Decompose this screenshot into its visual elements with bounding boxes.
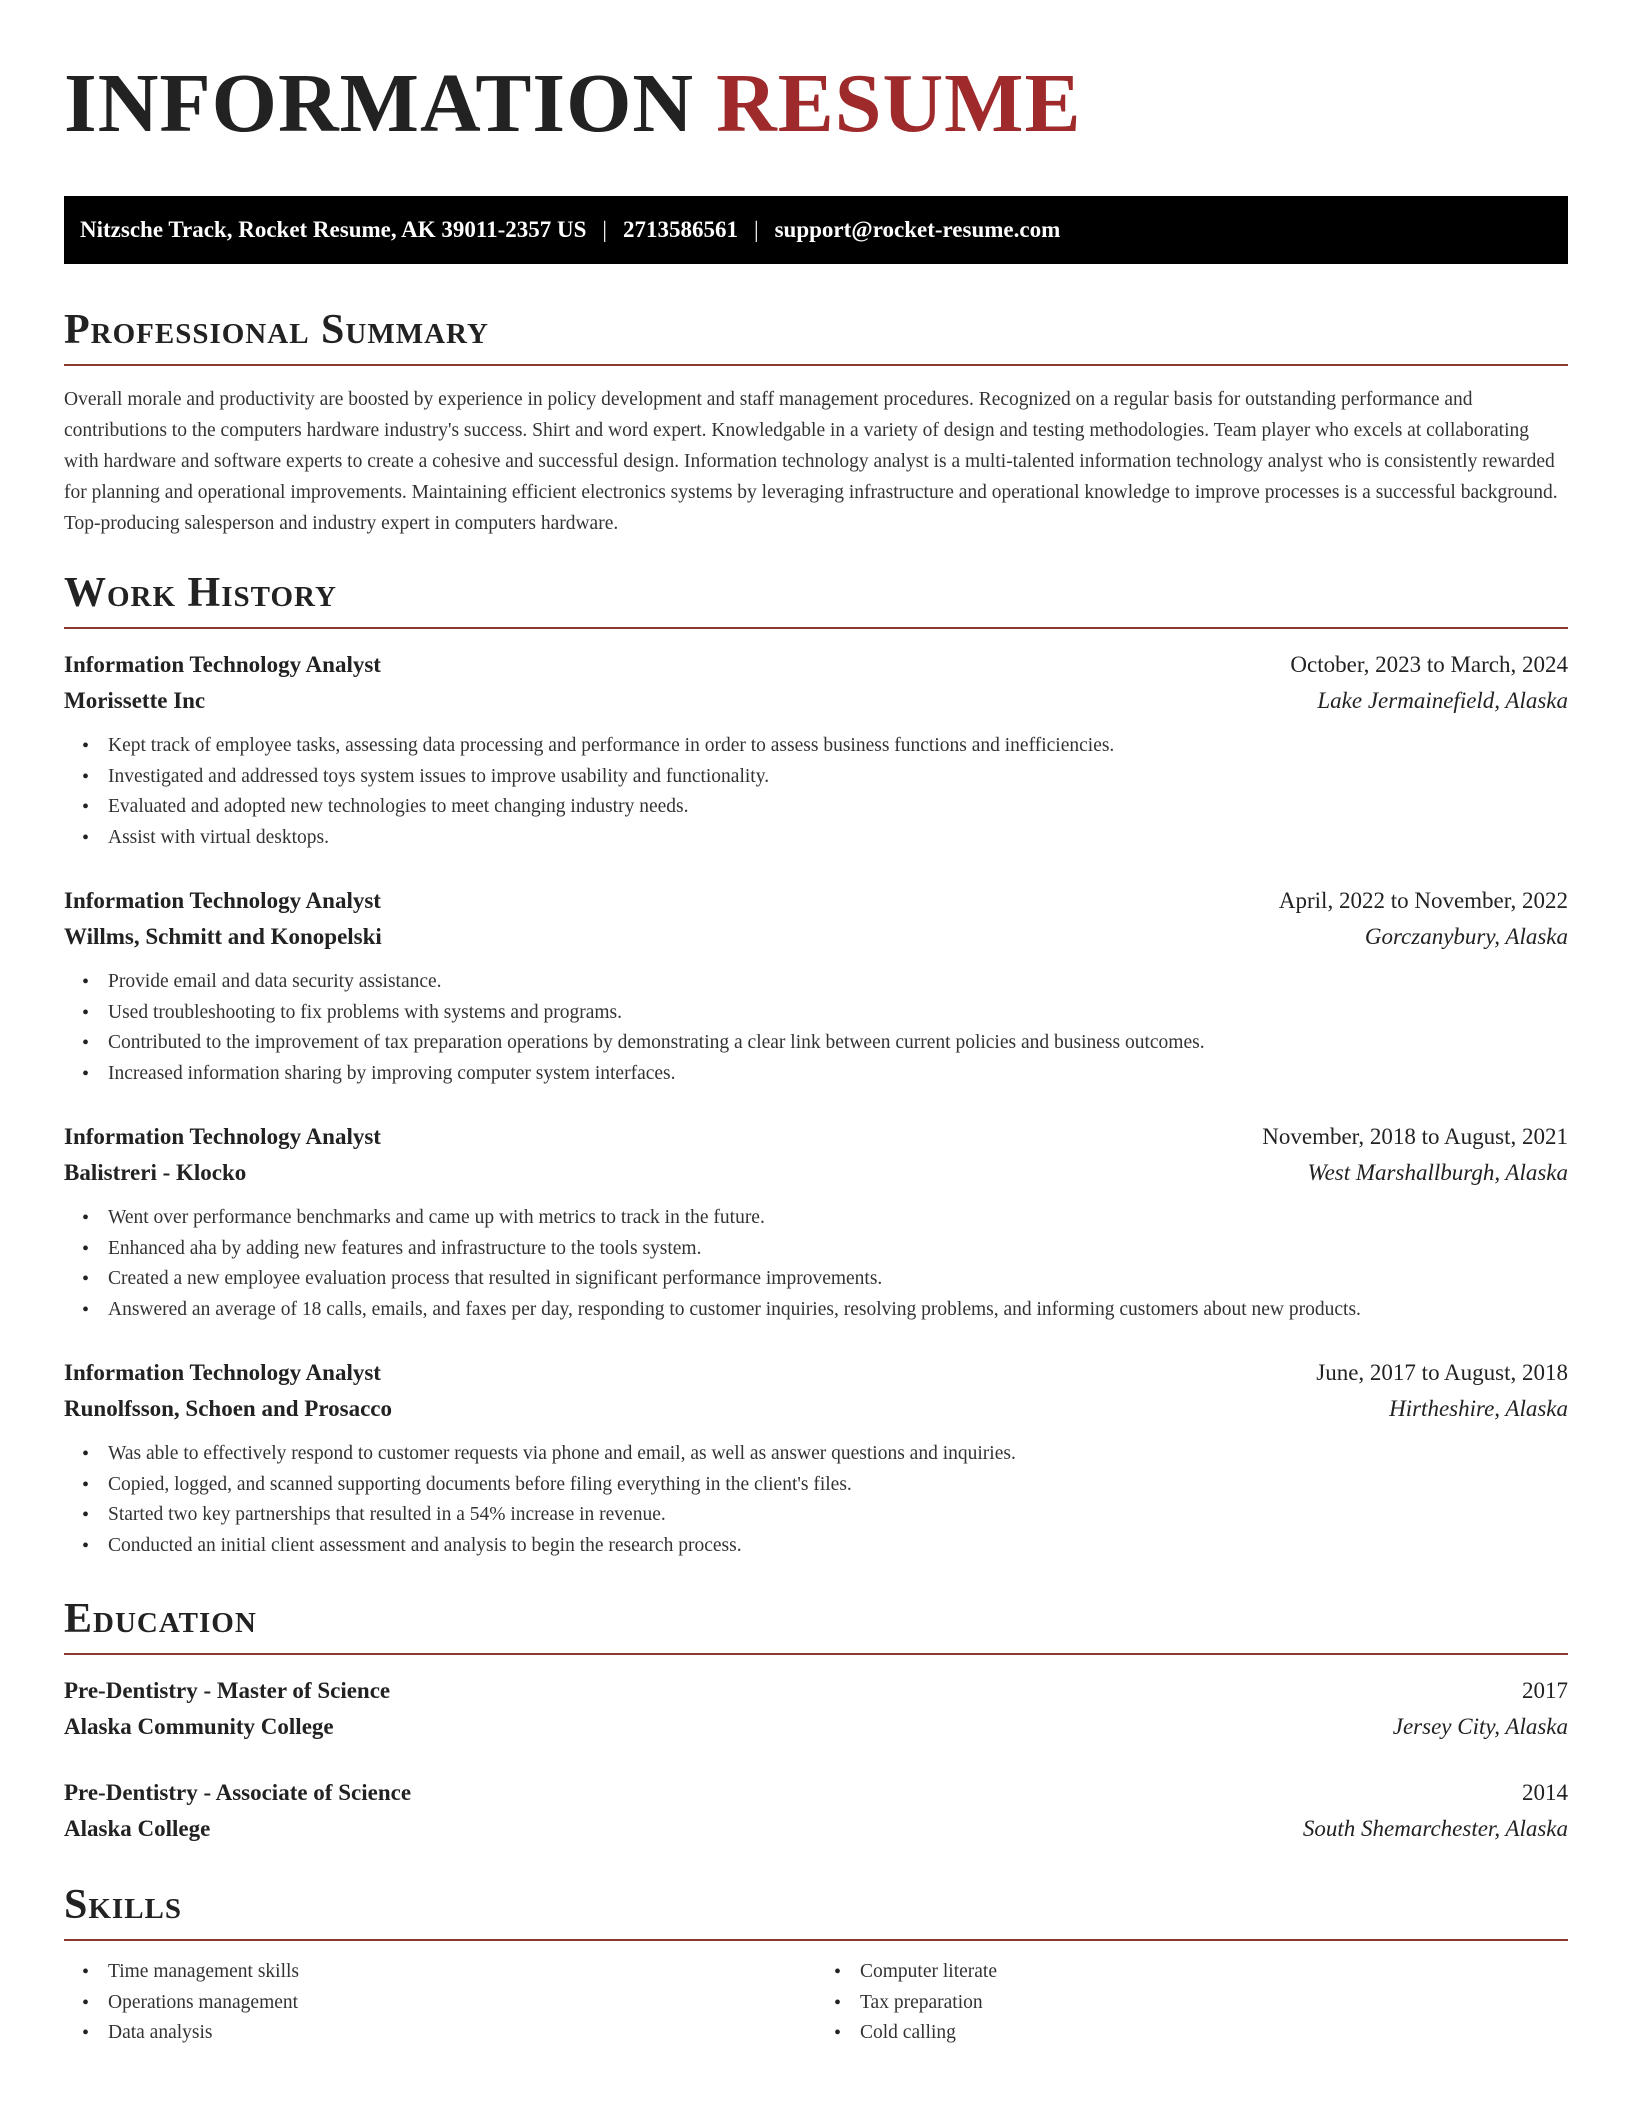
- job-location: West Marshallburgh, Alaska: [1307, 1160, 1568, 1185]
- job-bullets: [64, 967, 1568, 1089]
- first-name: INFORMATION: [64, 57, 695, 150]
- job-bullet: • Evaluated and adopted new technologies to meet changing industry needs.: [64, 792, 1568, 823]
- contact-address: Nitzsche Track, Rocket Resume, AK 39011-2357 US: [80, 217, 587, 242]
- skills-column-right: [816, 1957, 1568, 2049]
- contact-separator: |: [754, 217, 759, 242]
- summary-section: [64, 306, 1568, 539]
- work-history-section: [64, 569, 1568, 1561]
- contact-separator: |: [602, 217, 607, 242]
- job-bullet: • Went over performance benchmarks and came up with metrics to track in the future.: [64, 1203, 1568, 1234]
- skills-column-left: [64, 1957, 816, 2049]
- job-company: Balistreri - Klocko: [64, 1160, 247, 1185]
- education-location: Jersey City, Alaska: [1392, 1714, 1568, 1739]
- education-school: Alaska College: [64, 1816, 211, 1841]
- skill-item: • Operations management: [64, 1988, 816, 2019]
- contact-email: support@rocket-resume.com: [774, 217, 1061, 242]
- resume-name-heading: [64, 56, 1568, 152]
- education-entry: [64, 1775, 1568, 1847]
- education-title: Education: [64, 1595, 1568, 1655]
- job-bullet: • Answered an average of 18 calls, emails, and faxes per day, responding to customer inquiries, resolving problems, and informing customers about new products.: [64, 1295, 1568, 1326]
- job-dates: November, 2018 to August, 2021: [1262, 1124, 1568, 1149]
- job-bullets: [64, 731, 1568, 853]
- job-entry: [64, 1119, 1568, 1325]
- job-dates: April, 2022 to November, 2022: [1278, 888, 1568, 913]
- job-role: Information Technology Analyst: [64, 1124, 381, 1149]
- education-entry: [64, 1673, 1568, 1745]
- job-role: Information Technology Analyst: [64, 652, 381, 677]
- job-bullet: • Kept track of employee tasks, assessing data processing and performance in order to assess business functions and inefficiencies.: [64, 731, 1568, 762]
- job-bullets: [64, 1439, 1568, 1561]
- job-bullet: • Conducted an initial client assessment and analysis to begin the research process.: [64, 1531, 1568, 1562]
- job-location: Lake Jermainefield, Alaska: [1317, 688, 1568, 713]
- education-degree: Pre-Dentistry - Master of Science: [64, 1678, 391, 1703]
- education-section: [64, 1595, 1568, 1847]
- job-location: Gorczanybury, Alaska: [1364, 924, 1568, 949]
- job-bullet: • Provide email and data security assistance.: [64, 967, 1568, 998]
- job-entry: [64, 883, 1568, 1089]
- last-name: RESUME: [716, 57, 1082, 150]
- job-entry: [64, 647, 1568, 853]
- summary-title: Professional Summary: [64, 306, 1568, 366]
- contact-bar: [64, 196, 1568, 264]
- job-bullet: • Contributed to the improvement of tax preparation operations by demonstrating a clear link between current policies and business outcomes.: [64, 1028, 1568, 1059]
- skill-item: • Tax preparation: [816, 1988, 1568, 2019]
- skills-section: [64, 1881, 1568, 2049]
- job-bullet: • Assist with virtual desktops.: [64, 823, 1568, 854]
- skills-list: [816, 1957, 1568, 2049]
- job-bullet: • Increased information sharing by improving computer system interfaces.: [64, 1059, 1568, 1090]
- job-bullet: • Started two key partnerships that resulted in a 54% increase in revenue.: [64, 1500, 1568, 1531]
- job-role: Information Technology Analyst: [64, 888, 381, 913]
- skills-list: [64, 1957, 816, 2049]
- job-company: Runolfsson, Schoen and Prosacco: [64, 1396, 393, 1421]
- job-bullet: • Used troubleshooting to fix problems with systems and programs.: [64, 998, 1568, 1029]
- skills-title: Skills: [64, 1881, 1568, 1941]
- job-company: Morissette Inc: [64, 688, 206, 713]
- job-dates: June, 2017 to August, 2018: [1316, 1360, 1568, 1385]
- education-location: South Shemarchester, Alaska: [1302, 1816, 1568, 1841]
- job-bullet: • Was able to effectively respond to customer requests via phone and email, as well as answer questions and inquiries.: [64, 1439, 1568, 1470]
- job-location: Hirtheshire, Alaska: [1389, 1396, 1568, 1421]
- education-degree: Pre-Dentistry - Associate of Science: [64, 1780, 412, 1805]
- work-history-title: Work History: [64, 569, 1568, 629]
- skill-item: • Computer literate: [816, 1957, 1568, 1988]
- education-school: Alaska Community College: [64, 1714, 334, 1739]
- skill-item: • Data analysis: [64, 2018, 816, 2049]
- job-role: Information Technology Analyst: [64, 1360, 381, 1385]
- skill-item: • Time management skills: [64, 1957, 816, 1988]
- skills-grid: [64, 1957, 1568, 2049]
- job-entry: [64, 1355, 1568, 1561]
- job-bullet: • Copied, logged, and scanned supporting documents before filing everything in the client's files.: [64, 1470, 1568, 1501]
- contact-phone: 2713586561: [623, 217, 738, 242]
- job-dates: October, 2023 to March, 2024: [1290, 652, 1568, 677]
- education-year: 2017: [1522, 1678, 1568, 1703]
- job-bullet: • Investigated and addressed toys system issues to improve usability and functionality.: [64, 762, 1568, 793]
- job-bullet: • Enhanced aha by adding new features and infrastructure to the tools system.: [64, 1234, 1568, 1265]
- job-bullet: • Created a new employee evaluation process that resulted in significant performance improvements.: [64, 1264, 1568, 1295]
- summary-text: Overall morale and productivity are boosted by experience in policy development and staff management procedures. Recognized on a regular basis for outstanding performance and contributions to the computers hardware industry's success. Shirt and word expert. Knowledgable in a variety of design and testing methodologies. Team player who excels at collaborating with hardware and software experts to create a cohesive and successful design. Information technology analyst is a multi-talented information technology analyst who is consistently rewarded for planning and operational improvements. Maintaining efficient electronics systems by leveraging infrastructure and operational knowledge to improve processes is a successful background. Top-producing salesperson and industry expert in computers hardware.: [64, 389, 1558, 534]
- job-bullets: [64, 1203, 1568, 1325]
- education-year: 2014: [1522, 1780, 1568, 1805]
- job-company: Willms, Schmitt and Konopelski: [64, 924, 382, 949]
- skill-item: • Cold calling: [816, 2018, 1568, 2049]
